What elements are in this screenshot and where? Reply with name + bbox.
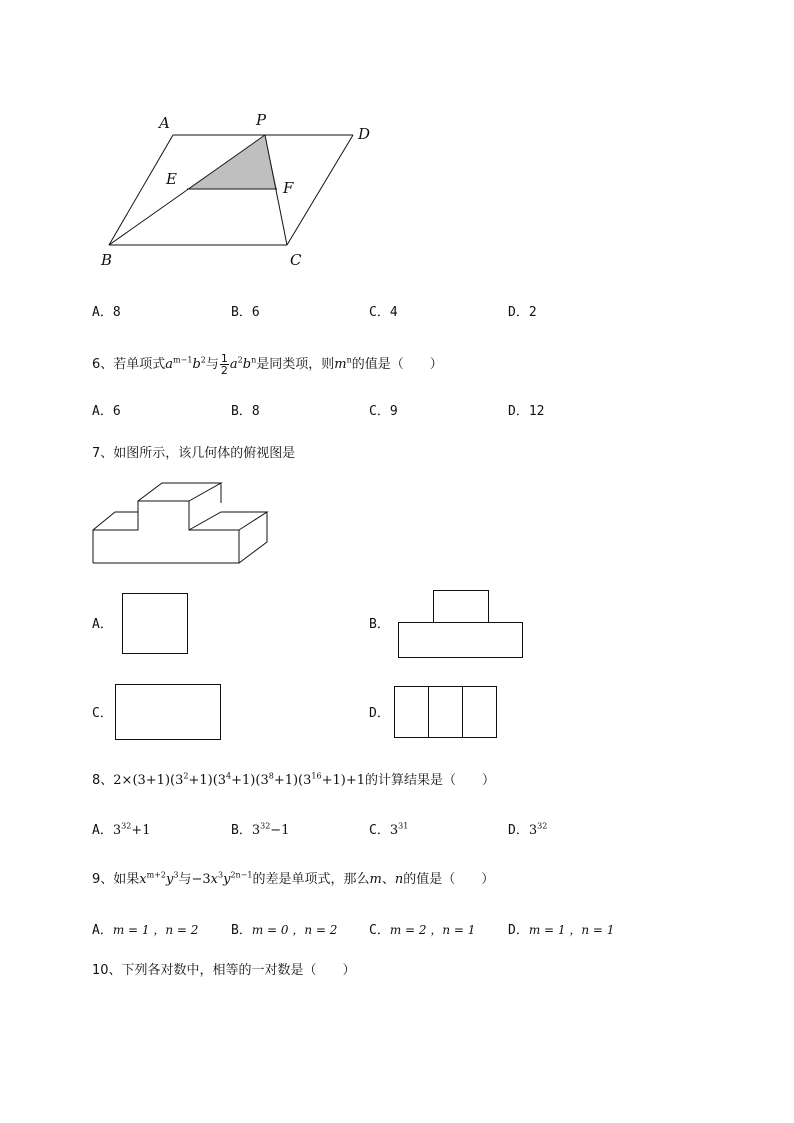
q6-option-b[interactable]: B．8 [231, 404, 260, 419]
q8-expr-m2: +1)(3 [231, 773, 269, 788]
q7-option-c-view[interactable] [115, 684, 221, 740]
q8-expression [113, 773, 365, 788]
q9-term2 [191, 872, 252, 887]
q8-option-d[interactable] [508, 822, 547, 840]
q6-term2-exp2: n [251, 355, 257, 365]
q7-option-b-view-bottom[interactable] [398, 622, 523, 658]
label-C: C [290, 251, 302, 269]
q9-term2-b1: x [210, 872, 218, 887]
q6-target-base: m [334, 357, 347, 372]
q6-term2-exp1: 2 [237, 355, 243, 365]
side-CD [287, 135, 353, 245]
label-E: E [166, 170, 177, 188]
q8-option-d-exp: 32 [537, 821, 548, 831]
q9-term2-b2: y [223, 872, 231, 887]
q9-suffix: 的值是（ ） [403, 872, 495, 887]
q6-suffix: 的值是（ ） [351, 357, 443, 372]
q6-term1-exp1: m−1 [173, 355, 193, 365]
q8-option-a-tail: +1 [131, 823, 151, 838]
q9-option-a-letter: A． [92, 923, 113, 938]
q6-target-exp: n [346, 355, 352, 365]
q5-option-a[interactable]: A．8 [92, 305, 121, 320]
q9-option-c-letter: C． [369, 923, 390, 938]
q8-expr-m1: +1)(3 [188, 773, 227, 788]
question-10-stem: 10、下列各对数中，相等的一对数是（ ） [92, 963, 356, 978]
q6-option-a[interactable]: A．6 [92, 404, 121, 419]
q9-option-b[interactable] [231, 921, 337, 940]
q8-option-c-exp: 31 [398, 821, 409, 831]
q9-option-d-letter: D． [508, 923, 529, 938]
q9-option-c-text: m = 2 ，n = 1 [389, 923, 476, 937]
q9-connector: 与 [178, 872, 192, 887]
q9-option-d[interactable] [508, 921, 614, 940]
q6-term2 [230, 357, 256, 372]
q6-frac-num: 1 [220, 352, 228, 365]
q8-option-d-base: 3 [528, 823, 538, 838]
q6-term1-base2: b [192, 357, 201, 372]
q8-expr-e4: 16 [311, 771, 322, 781]
question-8-stem [92, 772, 495, 790]
q6-term2-base1: a [229, 357, 238, 372]
q5-option-c[interactable]: C．4 [369, 305, 398, 320]
q7-option-a-label[interactable]: A． [92, 617, 113, 632]
q8-expr-start: 2×(3+1)(3 [113, 773, 184, 788]
question-7-stem: 7、如图所示，该几何体的俯视图是 [92, 446, 296, 461]
q8-suffix: 的计算结果是（ ） [364, 773, 495, 788]
q8-expr-m3: +1)(3 [273, 773, 312, 788]
parallelogram-figure [95, 105, 395, 275]
solid-top-box [138, 483, 221, 501]
solid-right-wing [189, 512, 267, 530]
side-AB [109, 135, 173, 245]
label-D: D [358, 125, 371, 143]
q8-option-d-letter: D． [508, 823, 529, 838]
q8-expr-end: +1)+1 [321, 773, 365, 788]
q9-term1 [139, 872, 178, 887]
q8-option-a-letter: A． [92, 823, 113, 838]
q8-option-b-base: 3 [251, 823, 261, 838]
q8-option-b-tail: −1 [270, 823, 290, 838]
segment-PB [109, 135, 265, 245]
q9-option-a-text: m = 1 ，n = 2 [112, 923, 199, 937]
q9-prefix: 9、如果 [92, 872, 140, 887]
q5-option-b[interactable]: B．6 [231, 305, 260, 320]
q6-option-d[interactable]: D．12 [508, 404, 545, 419]
q9-option-b-text: m = 0 ，n = 2 [251, 923, 338, 937]
q6-option-c[interactable]: C．9 [369, 404, 398, 419]
q6-target [334, 357, 351, 372]
q8-option-c-base: 3 [389, 823, 399, 838]
q8-option-a[interactable] [92, 822, 150, 840]
q8-option-d-value [529, 823, 547, 838]
q8-option-c[interactable] [369, 822, 408, 840]
q8-option-b[interactable] [231, 822, 289, 840]
q7-option-b-label[interactable]: B． [369, 617, 390, 632]
label-F: F [283, 179, 294, 197]
question-9-stem [92, 871, 494, 889]
q8-option-b-value [252, 823, 290, 838]
q8-option-c-value [390, 823, 408, 838]
q9-option-a[interactable] [92, 921, 198, 940]
q9-term1-b1: x [139, 872, 147, 887]
q7-option-d-label[interactable]: D． [369, 706, 390, 721]
q9-term1-b2: y [166, 872, 174, 887]
q7-option-c-label[interactable]: C． [92, 706, 113, 721]
q8-option-a-value [113, 823, 151, 838]
label-B: B [101, 251, 113, 269]
q9-middle: 的差是单项式，那么 [252, 872, 370, 887]
q9-option-b-letter: B． [231, 923, 252, 938]
q7-option-d-divider-1 [428, 686, 429, 738]
q8-expr-e1: 2 [183, 771, 189, 781]
q9-term2-coef: −3 [191, 872, 211, 887]
solid-front-face [93, 501, 239, 563]
q9-term2-e2: 2n−1 [230, 870, 253, 880]
q8-option-a-base: 3 [112, 823, 122, 838]
q6-term2-base2: b [242, 357, 252, 372]
q9-var1: m [369, 872, 382, 887]
q9-var2: n [394, 872, 404, 887]
q9-option-d-text: m = 1 ，n = 1 [528, 923, 615, 937]
solid-left-wing [93, 512, 138, 530]
label-A: A [159, 114, 170, 132]
q8-prefix: 8、 [92, 773, 114, 788]
q9-sep: 、 [381, 872, 395, 887]
q7-option-d-view[interactable] [394, 686, 497, 738]
q6-term1 [165, 357, 206, 372]
q6-prefix: 6、若单项式 [92, 357, 166, 372]
q6-middle: 是同类项，则 [256, 357, 335, 372]
label-P: P [256, 111, 267, 129]
q9-option-c[interactable] [369, 921, 475, 940]
q9-term2-e1: 3 [218, 870, 224, 880]
question-6-stem [92, 353, 443, 376]
q8-option-a-exp: 32 [121, 821, 132, 831]
q9-term1-e2: 3 [173, 870, 179, 880]
q6-connector: 与 [205, 357, 219, 372]
q8-option-b-exp: 32 [260, 821, 271, 831]
solid-right-side [239, 512, 267, 563]
q8-option-c-letter: C． [369, 823, 390, 838]
q6-term1-exp2: 2 [200, 355, 206, 365]
q8-expr-e2: 4 [226, 771, 232, 781]
q7-option-d-divider-2 [462, 686, 463, 738]
q6-term1-base1: a [165, 357, 174, 372]
q7-option-b-view-top [433, 590, 489, 623]
q6-fraction [220, 353, 229, 376]
q9-term1-e1: m+2 [146, 870, 167, 880]
q7-option-a-view[interactable] [122, 593, 188, 654]
q5-option-d[interactable]: D．2 [508, 305, 537, 320]
q8-expr-e3: 8 [268, 771, 274, 781]
q6-frac-den: 2 [220, 364, 228, 377]
q8-option-b-letter: B． [231, 823, 252, 838]
solid-figure [90, 480, 272, 568]
